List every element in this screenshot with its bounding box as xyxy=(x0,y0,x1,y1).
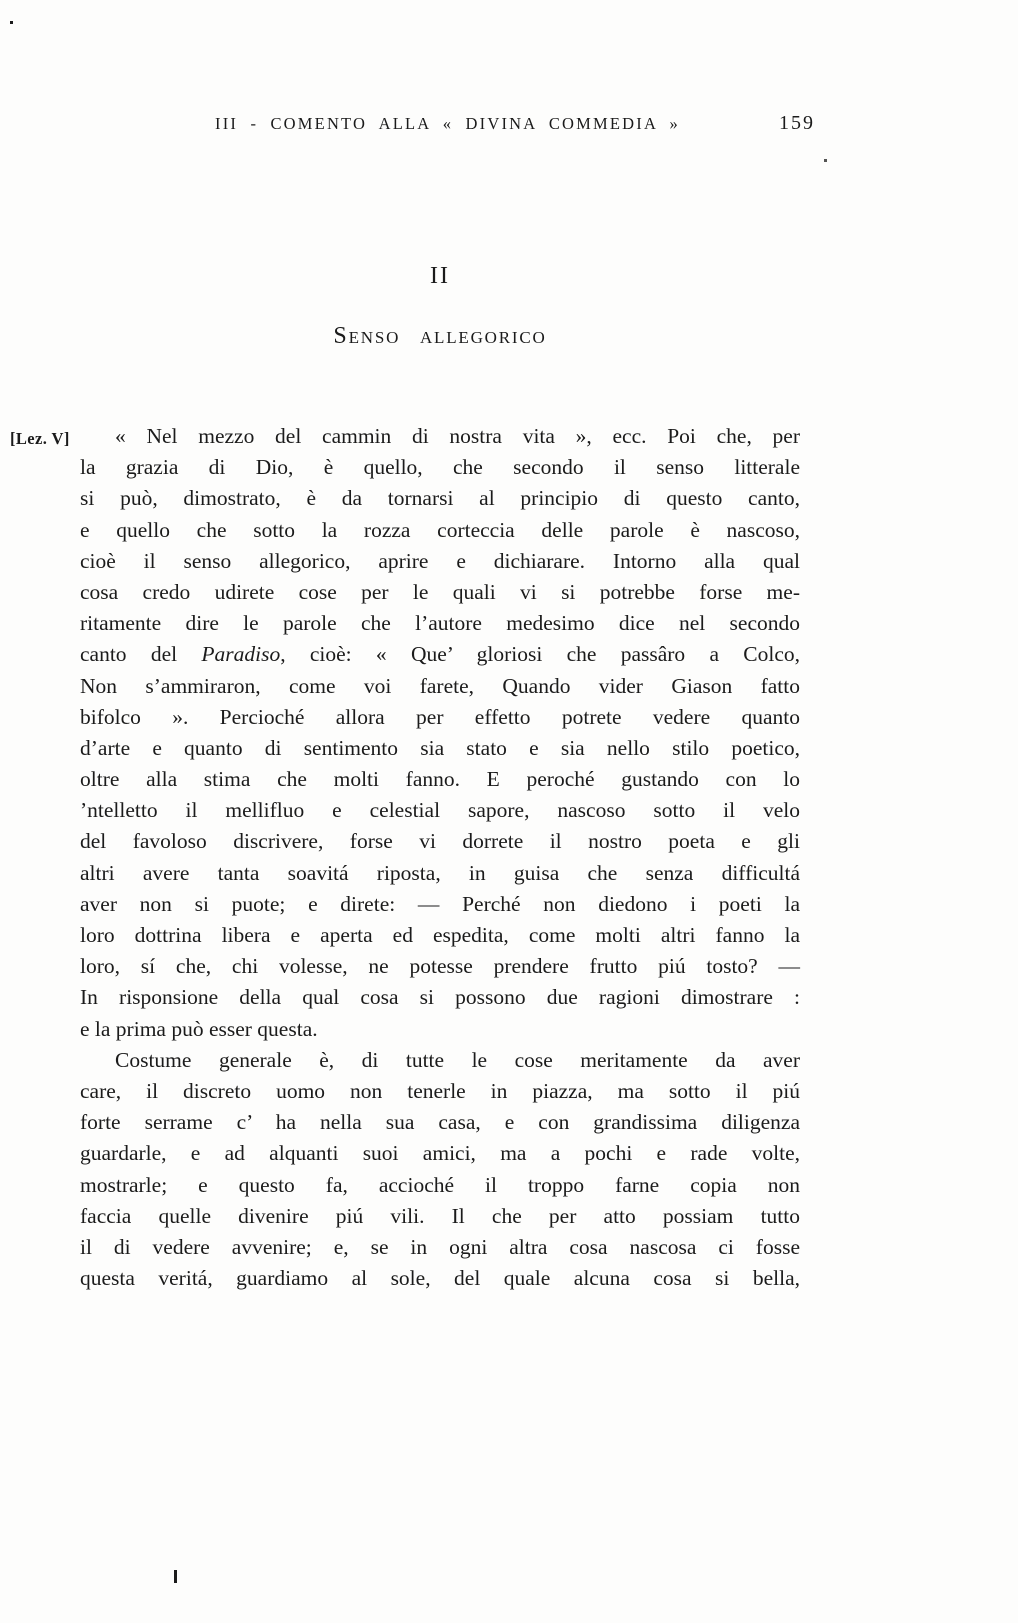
text-line xyxy=(80,951,800,982)
text-line xyxy=(80,452,800,483)
text-line xyxy=(80,608,800,639)
text-line xyxy=(80,889,800,920)
margin-note-lezione: [Lez. V] xyxy=(10,429,70,448)
text-line xyxy=(80,702,800,733)
text-line xyxy=(80,826,800,857)
text-segment: bifolco ». Percioché allora per effetto potrete vedere quanto xyxy=(80,704,800,729)
section-number: II xyxy=(430,263,450,289)
text-segment: e quello che sotto la rozza corteccia delle parole è nascoso, xyxy=(80,517,800,542)
text-segment: e la prima può esser questa. xyxy=(80,1016,318,1041)
text-line xyxy=(80,764,800,795)
text-line xyxy=(80,982,800,1013)
text-line xyxy=(80,1263,800,1294)
text-segment: Costume generale è, di tutte le cose meritamente da aver xyxy=(115,1047,800,1072)
text-line xyxy=(80,546,800,577)
text-segment: faccia quelle divenire piú vili. Il che per atto possiam tutto xyxy=(80,1203,800,1228)
text-line xyxy=(80,671,800,702)
text-segment: guardarle, e ad alquanti suoi amici, ma a pochi e rade volte, xyxy=(80,1141,800,1166)
text-segment: ritamente dire le parole che l’autore medesimo dice nel secondo xyxy=(80,611,800,636)
text-segment: d’arte e quanto di sentimento sia stato e sia nello stilo poetico, xyxy=(80,735,800,760)
text-line xyxy=(80,515,800,546)
text-line xyxy=(80,421,800,452)
print-speck-under-page-number xyxy=(824,159,827,162)
text-segment: ’ntelletto il mellifluo e celestial sapore, nascoso sotto il velo xyxy=(80,798,800,823)
text-segment: questa veritá, guardiamo al sole, del quale alcuna cosa si bella, xyxy=(80,1266,800,1291)
text-line xyxy=(80,1076,800,1107)
text-segment: il di vedere avvenire; e, se in ogni altra cosa nascosa ci fosse xyxy=(80,1234,800,1259)
text-segment: loro dottrina libera e aperta ed espedita, come molti altri fanno la xyxy=(80,923,800,947)
print-speck-top-left xyxy=(10,21,13,24)
text-segment: la grazia di Dio, è quello, che secondo il senso litterale xyxy=(80,455,800,480)
text-line xyxy=(80,1107,800,1138)
text-line xyxy=(80,483,800,514)
text-segment: care, il discreto uomo non tenerle in piazza, ma sotto il piú xyxy=(80,1078,800,1103)
text-line xyxy=(80,920,800,951)
text-line xyxy=(80,1232,800,1263)
text-segment: forte serrame c’ ha nella sua casa, e con grandissima diligenza xyxy=(80,1110,800,1135)
header-title: III - COMENTO ALLA « DIVINA COMMEDIA » xyxy=(215,114,680,133)
text-segment: oltre alla stima che molti fanno. E peroché gustando con lo xyxy=(80,767,800,792)
running-header xyxy=(80,114,815,140)
text-line xyxy=(80,858,800,889)
text-line xyxy=(80,733,800,764)
text-line xyxy=(80,577,800,608)
text-line xyxy=(80,1170,800,1201)
text-segment: cosa credo udirete cose per le quali vi si potrebbe forse me- xyxy=(80,579,800,604)
text-line xyxy=(80,639,800,670)
text-segment: loro, sí che, chi volesse, ne potesse prendere frutto piú tosto? — xyxy=(80,954,800,979)
text-line xyxy=(80,1045,800,1076)
text-line xyxy=(80,1201,800,1232)
text-segment: canto del xyxy=(80,642,202,667)
text-segment: altri avere tanta soavitá riposta, in guisa che senza difficultá xyxy=(80,860,800,885)
italic-text-segment: Paradiso xyxy=(201,642,281,667)
text-segment: del favoloso discrivere, forse vi dorrete il nostro poeta e gli xyxy=(80,829,800,854)
text-segment: In risponsione della qual cosa si possono due ragioni dimostrare : xyxy=(80,985,800,1010)
body-text xyxy=(80,421,800,1294)
print-tick-bottom xyxy=(174,1570,177,1583)
text-line xyxy=(80,1138,800,1169)
text-segment: cioè il senso allegorico, aprire e dichiarare. Intorno alla qual xyxy=(80,548,800,573)
text-segment: si può, dimostrato, è da tornarsi al principio di questo canto, xyxy=(80,486,800,511)
page-number: 159 xyxy=(779,112,815,134)
text-line xyxy=(80,1014,800,1045)
text-segment: Non s’ammiraron, come voi farete, Quando vider Giason fatto xyxy=(80,673,800,698)
text-segment: , cioè: « Que’ gloriosi che passâro a Colco, xyxy=(280,642,800,667)
text-segment: aver non si puote; e direte: — Perché non diedono i poeti la xyxy=(80,891,800,916)
section-subtitle: Senso allegorico xyxy=(333,323,547,349)
text-line xyxy=(80,795,800,826)
text-segment: mostrarle; e questo fa, accioché il troppo farne copia non xyxy=(80,1172,800,1197)
text-segment: « Nel mezzo del cammin di nostra vita », ecc. Poi che, per xyxy=(115,424,800,448)
